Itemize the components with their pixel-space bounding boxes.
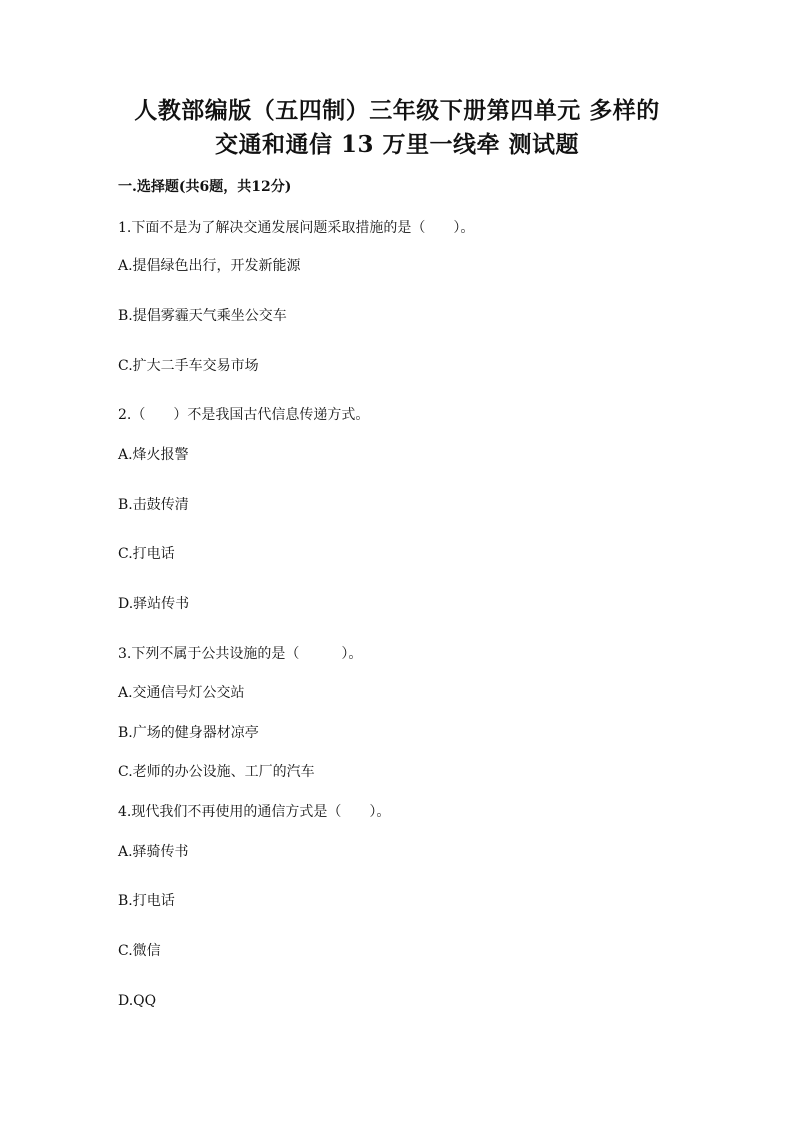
question-1-option-c: C.扩大二手车交易市场 [118, 358, 259, 374]
question-1-option-b: B.提倡雾霾天气乘坐公交车 [118, 308, 287, 324]
question-1-stem: 1.下面不是为了解决交通发展问题采取措施的是（ ）。 [118, 220, 475, 236]
question-2-option-d: D.驿站传书 [118, 596, 190, 612]
question-4-option-d: D.QQ [118, 993, 157, 1009]
question-2-option-b: B.击鼓传清 [118, 497, 189, 513]
question-3-option-b: B.广场的健身器材凉亭 [118, 725, 259, 741]
question-2-stem: 2.（ ）不是我国古代信息传递方式。 [118, 407, 370, 423]
section-heading: 一.选择题(共6题，共12分) [118, 179, 292, 195]
question-2-option-c: C.打电话 [118, 546, 175, 562]
question-4-option-c: C.微信 [118, 943, 161, 959]
question-4-option-b: B.打电话 [118, 893, 175, 909]
question-3-option-c: C.老师的办公设施、工厂的汽车 [118, 764, 315, 780]
question-4-stem: 4.现代我们不再使用的通信方式是（ ）。 [118, 804, 391, 820]
question-3-stem: 3.下列不属于公共设施的是（ ）。 [118, 646, 363, 662]
question-1-option-a: A.提倡绿色出行，开发新能源 [118, 258, 301, 274]
question-4-option-a: A.驿骑传书 [118, 844, 189, 860]
document-title-line-2: 交通和通信 13 万里一线牵 测试题 [214, 131, 580, 158]
document-title-line-1: 人教部编版（五四制）三年级下册第四单元 多样的 [134, 97, 660, 124]
question-2-option-a: A.烽火报警 [118, 447, 189, 463]
question-3-option-a: A.交通信号灯公交站 [118, 685, 245, 701]
